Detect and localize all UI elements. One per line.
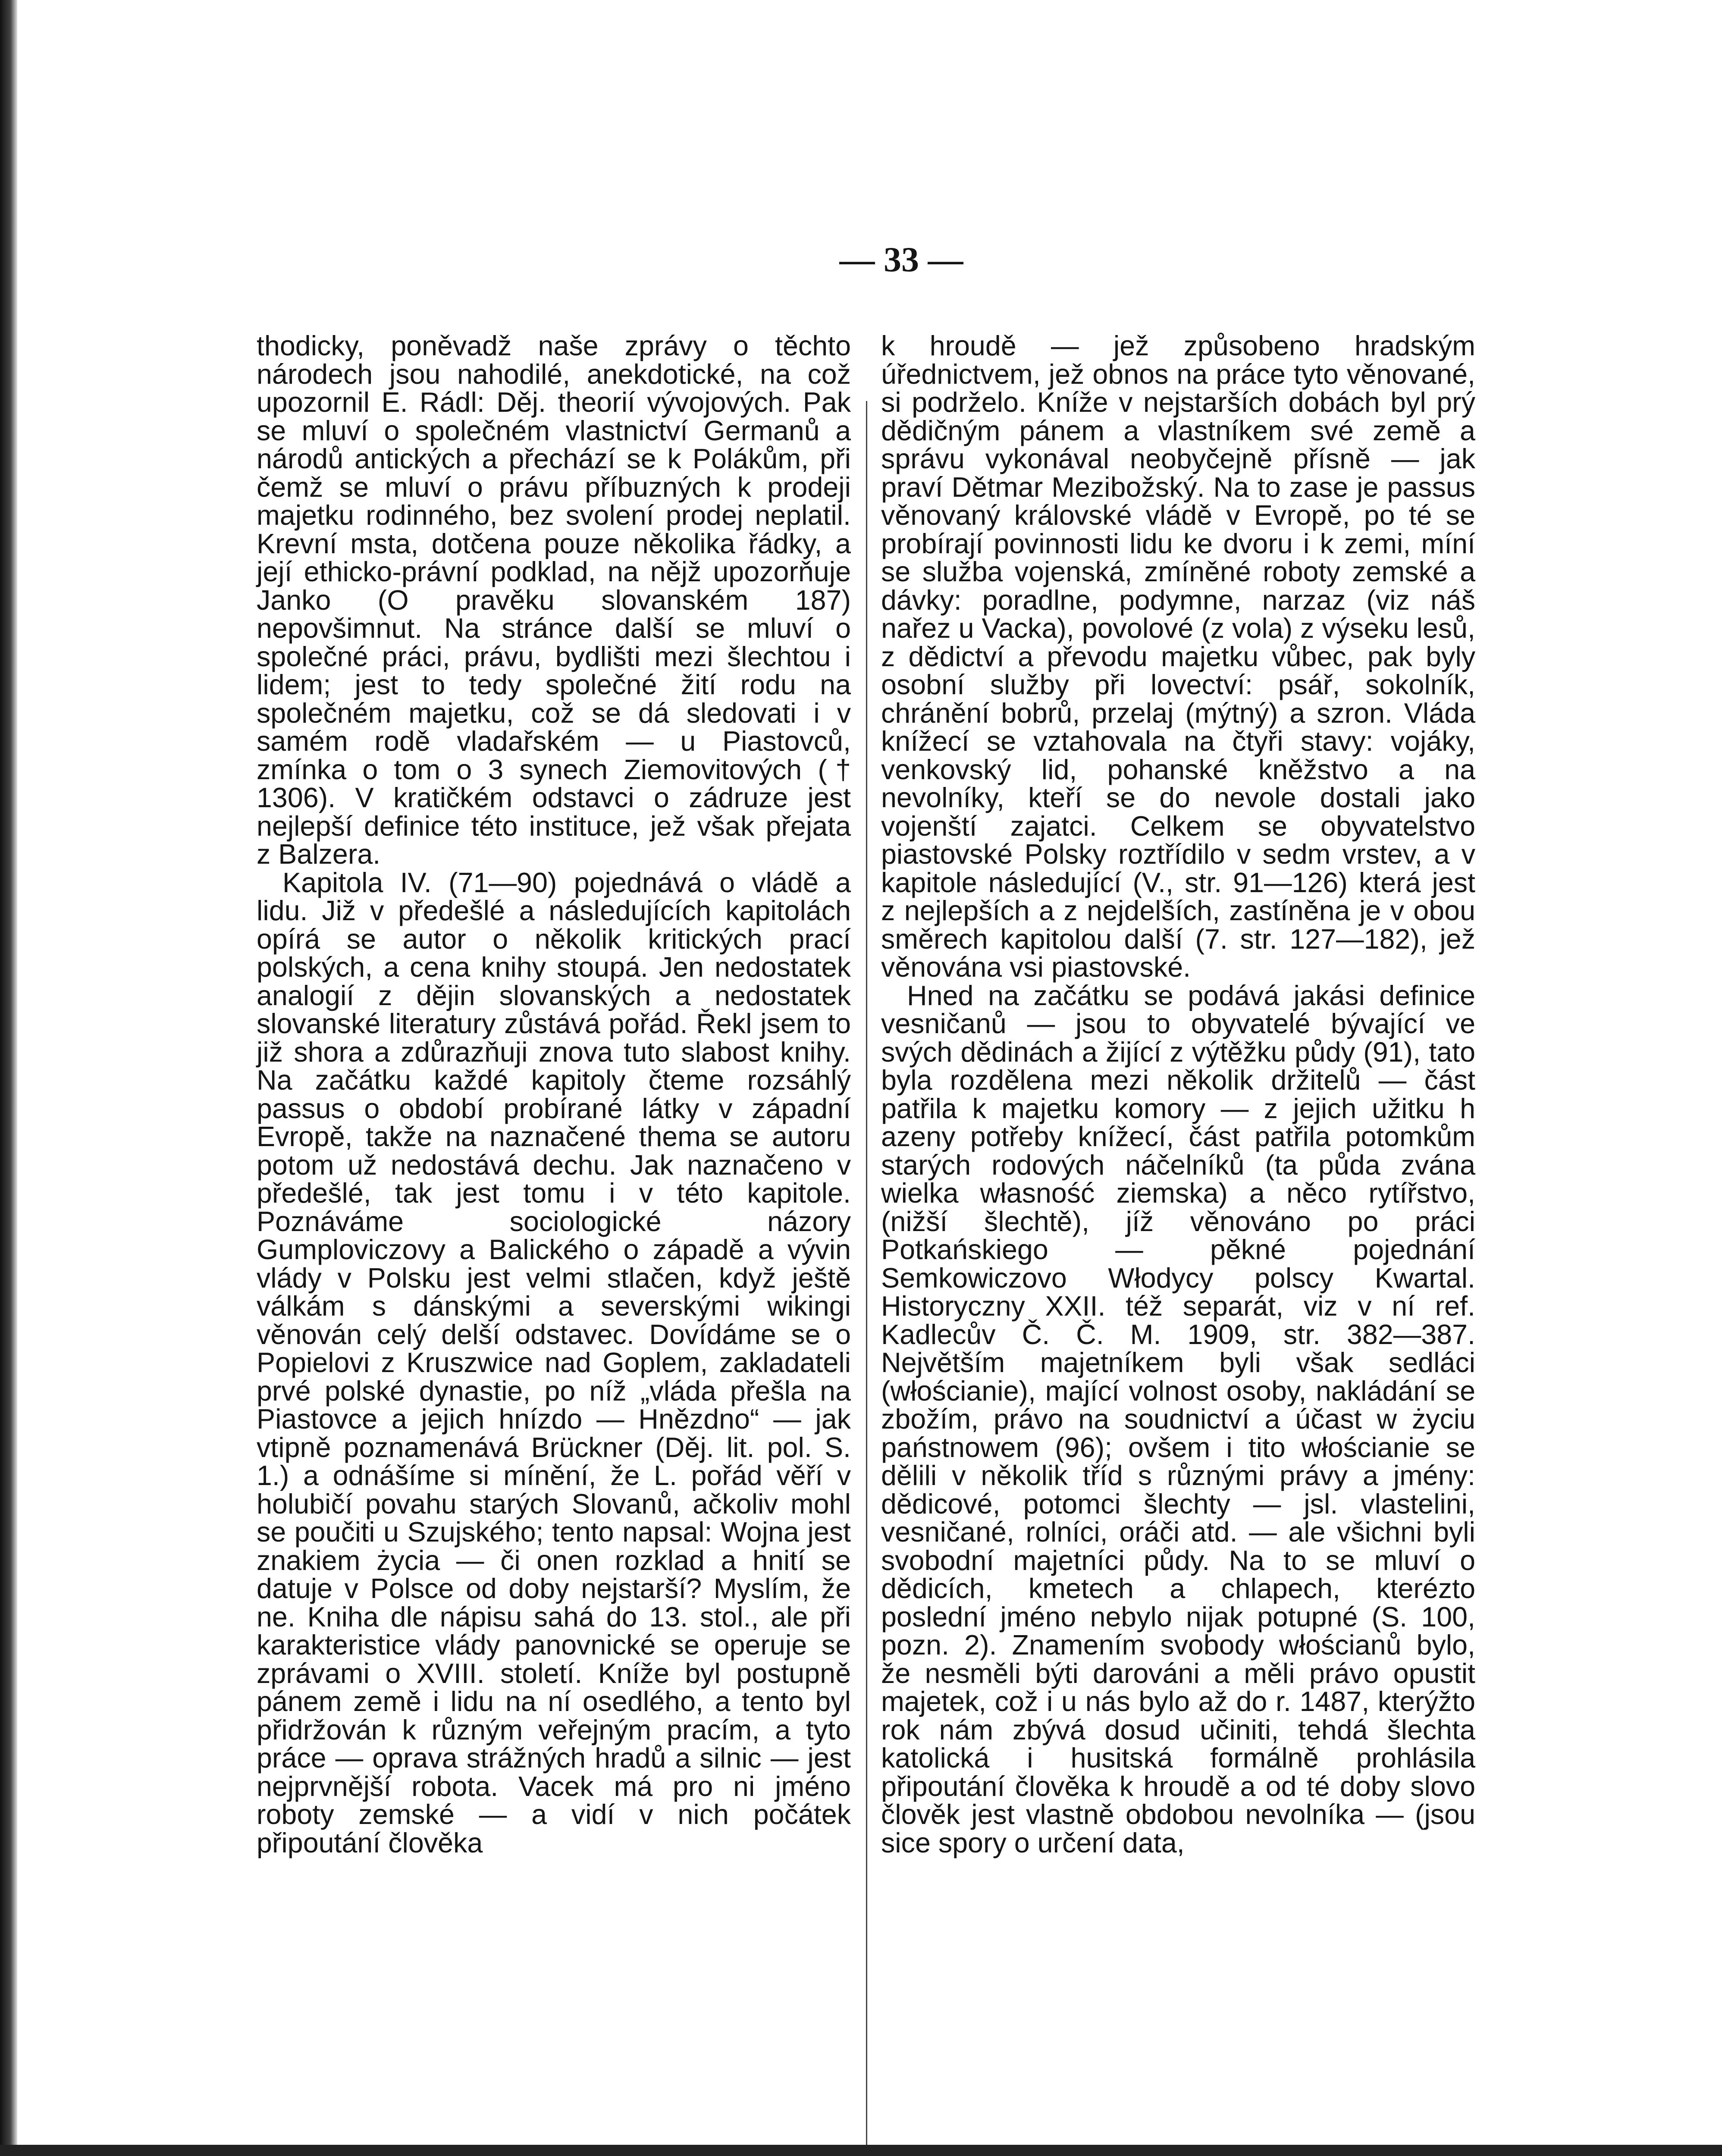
column-divider: [866, 401, 867, 2156]
scan-left-edge: [0, 0, 17, 2156]
right-paragraph-1: k hroudě — jež způsobeno hradským úřednictvem, jež obnos na práce tyto věnované, si podrželo. Kníže v nejstarších dobách byl prý dědičným pánem a vlastníkem své země a správu vykonával neobyčejně přísně — jak praví Dětmar Mezibožský. Na to zase je passus věnovaný královské vládě v Evropě, po té se probírají povinnosti lidu ke dvoru i k zemi, míní se služba vojenská, zmíněné roboty zemské a dávky: poradlne, podymne, narzaz (viz náš nařez u Vacka), povolové (z vola) z výseku lesů, z dědictví a převodu majetku vůbec, pak byly osobní služby při lovectví: psář, sokolník, chránění bobrů, przelaj (mýtný) a szron. Vláda knížecí se vztahovala na čtyři stavy: vojáky, venkovský lid, pohanské kněžstvo a na nevolníky, kteří se do nevole dostali jako vojenští zajatci. Celkem se obyvatelstvo piastovské Polsky roztřídilo v sedm vrstev, a v kapitole následující (V., str. 91—126) která jest z nejlepších a z nejdelších, zastíněna je v obou směrech kapitolou další (7. str. 127—182), jež věnována vsi piastovské.: [881, 330, 1483, 983]
left-column: [257, 330, 859, 1858]
right-paragraph-2: Hned na začátku se podává jakási definice vesničanů — jsou to obyvatelé bývající ve svých dědinách a žijící z výtěžku půdy (91), tato byla rozdělena mezi několik držitelů — část patřila k majetku komory — z jejich užitku h azeny potřeby knížecí, část patřila potomkům starých rodových náčelníků (ta půda zvána wielka własność ziemska) a něco rytířstvo, (nižší šlechtě), jíž věnováno po práci Potkańskiego — pěkné pojednání Semkowiczovo Włodycy polscy Kwartal. Historyczny XXII. též separát, viz v ní ref. Kadlecův Č. Č. M. 1909, str. 382—387. Největším majetníkem byli však sedláci (włościanie), mající volnost osoby, nakládání se zbožím, právo na soudnictví a účast w życiu państnowem (96); ovšem i tito włościanie se dělili v několik tříd s různými právy a jmény: dědicové, potomci šlechty — jsl. vlastelini, vesničané, rolníci, oráči atd. — ale všichni byli svobodní majetníci půdy. Na to se mluví o dědicích, kmetech a chlapech, kterézto poslední jméno nebylo nijak potupné (S. 100, pozn. 2). Znamením svobody włościanů bylo, že nesměli býti darováni a měli právo opustit majetek, což i u nás bylo až do r. 1487, kterýžto rok nám zbývá dosud učiniti, tehdá šlechta katolická i husitská formálně prohlásila připoutání člověka k hroudě a od té doby slovo člověk jest vlastně obdobou nevolníka — (jsou sice spory o určení data,: [881, 980, 1483, 1858]
right-column: [881, 330, 1483, 1858]
page-number: — 33 —: [839, 240, 963, 279]
document-page: [17, 0, 1722, 2156]
left-paragraph-2: Kapitola IV. (71—90) pojednává o vládě a lidu. Již v předešlé a následujících kapitolách opírá se autor o několik kritických prací polských, a cena knihy stoupá. Jen nedostatek analogií z dějin slovanských a nedostatek slovanské literatury zůstává pořád. Řekl jsem to již shora a zdůrazňuji znova tuto slabost knihy. Na začátku každé kapitoly čteme rozsáhlý passus o období probírané látky v západní Evropě, takže na naznačené thema se autoru potom už nedostává dechu. Jak naznačeno v předešlé, tak jest tomu i v této kapitole. Poznáváme sociologické názory Gumploviczovy a Balického o západě a vývin vlády v Polsku jest velmi stlačen, když ještě válkám s dánskými a severskými wikingi věnován celý delší odstavec. Dovídáme se o Popielovi z Kruszwice nad Goplem, zakladateli prvé polské dynastie, po níž „vláda přešla na Piastovce a jejich hnízdo — Hnězdno“ — jak vtipně poznamenává Brückner (Děj. lit. pol. S. 1.) a odnášíme si mínění, že L. pořád věří v holubičí povahu starých Slovanů, ačkoliv mohl se poučiti u Szujského; tento napsal: Wojna jest znakiem życia — či onen rozklad a hnití se datuje v Polsce od doby nejstarší? Myslím, že ne. Kniha dle nápisu sahá do 13. stol., ale při karakteristice vlády panovnické se operuje se zprávami o XVIII. století. Kníže byl postupně pánem země i lidu na ní osedlého, a tento byl přidržován k různým veřejným pracím, a tyto práce — oprava strážných hradů a silnic — jest nejprvnější robota. Vacek má pro ni jméno roboty zemské — a vidí v nich počátek připoutání člověka: [257, 867, 859, 1858]
left-paragraph-1: thodicky, poněvadž naše zprávy o těchto národech jsou nahodilé, anekdotické, na což upozornil E. Rádl: Děj. theorií vývojových. Pak se mluví o společném vlastnictví Germanů a národů antických a přechází se k Polákům, při čemž se mluví o právu příbuzných k prodeji majetku rodinného, bez svolení prodej neplatil. Krevní msta, dotčena pouze několika řádky, a její ethicko-právní podklad, na nějž upozorňuje Janko (O pravěku slovanském 187) nepovšimnut. Na stránce další se mluví o společné práci, právu, bydlišti mezi šlechtou i lidem; jest to tedy společné žití rodu na společném majetku, což se dá sledovati i v samém rodě vladařském — u Piastovců, zmínka o tom o 3 synech Ziemovitových († 1306). V kratičkém odstavci o zádruze jest nejlepší definice této instituce, jež však přejata z Balzera.: [257, 330, 859, 870]
scan-bottom-edge: [0, 2145, 1722, 2156]
